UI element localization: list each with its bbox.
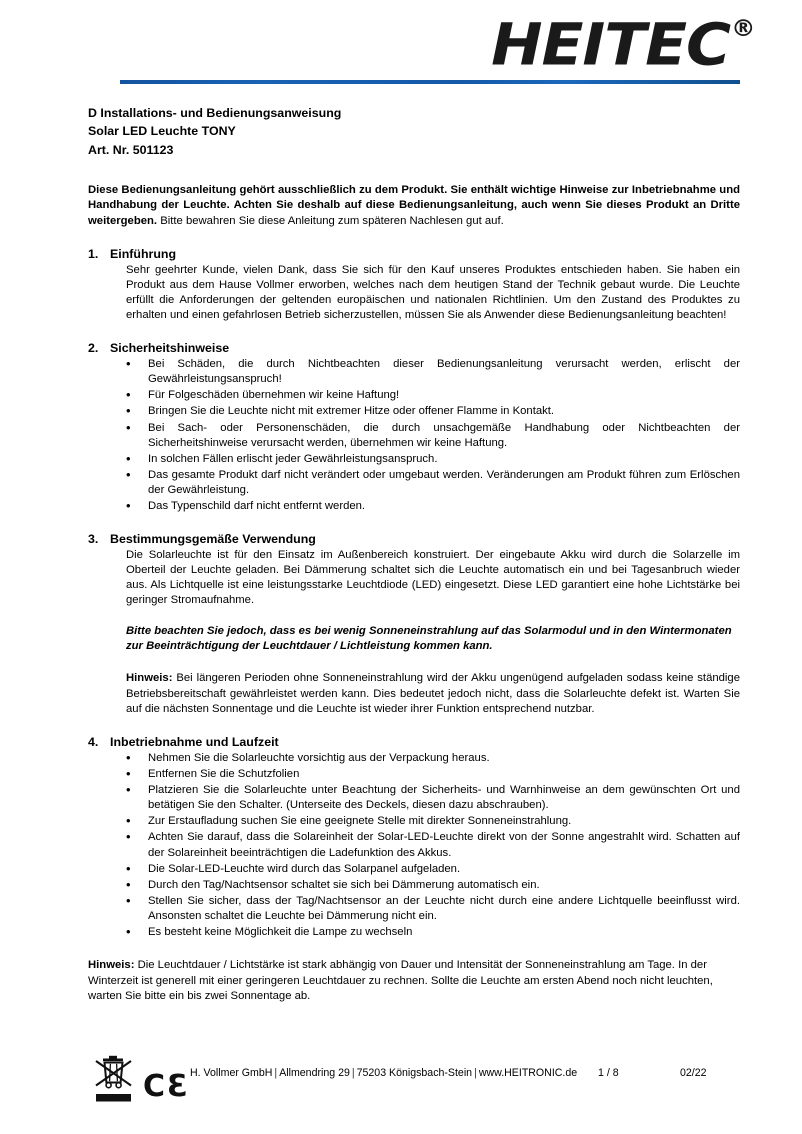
section-number-2: 2. xyxy=(88,341,99,356)
footer-separator-3: | xyxy=(474,1067,477,1079)
section-heading-2 xyxy=(88,340,740,356)
footer-company-info xyxy=(190,1066,577,1080)
section-number-3: 3. xyxy=(88,532,99,547)
list-item: • Durch den Tag/Nachtsensor schaltet sie sich bei Dämmerung automatisch ein. xyxy=(148,878,740,893)
page-header xyxy=(0,0,802,88)
crossed-out-wheelie-bin-icon xyxy=(92,1052,138,1108)
list-item: • Es besteht keine Möglichkeit die Lampe zu wechseln xyxy=(148,925,740,940)
footer-website[interactable]: www.HEITRONIC.de xyxy=(478,1067,578,1079)
footer-date: 02/22 xyxy=(680,1067,707,1079)
section-3-body: Die Solarleuchte ist für den Einsatz im Außenbereich konstruiert. Der eingebaute Akku wird durch die Solarzelle im Oberteil der Leuchte geladen. Bei Dämmerung schaltet sich die Leuchte automatisch ein und bei Tagesanbruch wieder aus. Als Lichtquelle ist eine leistungsstarke Leuchtdiode (LED) eingesetzt. Diese LED garantiert eine hohe Lichtstärke bei geringer Stromaufnahme. xyxy=(126,549,740,607)
header-divider-rule xyxy=(120,80,740,84)
section-heading-1 xyxy=(88,246,740,262)
section-2-bullet-list xyxy=(88,357,740,514)
bottom-hinweis-label: Hinweis: xyxy=(88,959,135,972)
footer-separator-2: | xyxy=(351,1067,355,1079)
logo-wordmark: HEITEC xyxy=(490,10,730,79)
footer-separator-1: | xyxy=(274,1067,278,1079)
section-3-warning-note: Bitte beachten Sie jedoch, dass es bei wenig Sonneneinstrahlung auf das Solarmodul und in den Wintermonaten zur Beeinträchtigung der Leuchtdauer / Lichtleistung kommen kann. xyxy=(126,624,732,652)
registered-trademark-icon: ® xyxy=(730,16,756,42)
section-3-hinweis xyxy=(126,671,740,717)
page-footer xyxy=(0,1050,802,1112)
list-item: • Entfernen Sie die Schutzfolien xyxy=(148,767,740,782)
document-body xyxy=(0,104,802,1005)
section-1-body: Sehr geehrter Kunde, vielen Dank, dass Sie sich für den Kauf unseres Produktes entschieden haben. Sie haben ein Produkt aus dem Hause Vollmer erworben, welches nach dem heutigen Stand der Technik gebaut wurde. Die Leuchte erfüllt die Anforderungen der geltenden europäischen und nationalen Richtlinien. Um den Zustand des Produktes zu erhalten und einen gefahrlosen Betrieb sicherzustellen, müssen Sie als Anwender diese Bedienungsanleitung beachten! xyxy=(126,263,740,322)
footer-address: Allmendring 29 xyxy=(279,1067,350,1079)
list-item: • Nehmen Sie die Solarleuchte vorsichtig aus der Verpackung heraus. xyxy=(148,751,740,766)
list-item: • Bei Schäden, die durch Nichtbeachten dieser Bedienungsanleitung verursacht werden, erlischt der Gewährleistungsanspruch! xyxy=(148,357,740,387)
list-item: • Bei Sach- oder Personenschäden, die durch unsachgemäße Handhabung oder Nichtbeachten der Sicherheitshinweise verursacht werden, übernehmen wir keine Haftung. xyxy=(148,421,740,451)
list-item: • Das Typenschild darf nicht entfernt werden. xyxy=(148,499,740,514)
intro-regular-text: Bitte bewahren Sie diese Anleitung zum späteren Nachlesen gut auf. xyxy=(157,214,504,227)
section-title-3: Bestimmungsgemäße Verwendung xyxy=(110,532,316,547)
section-number-1: 1. xyxy=(88,246,99,261)
intro-paragraph xyxy=(88,183,740,229)
title-line-1: D Installations- und Bedienungsanweisung xyxy=(88,106,342,120)
list-item: • Zur Erstaufladung suchen Sie eine geeignete Stelle mit direkter Sonneneinstrahlung. xyxy=(148,814,740,829)
list-item: • Für Folgeschäden übernehmen wir keine Haftung! xyxy=(148,388,740,403)
bottom-hinweis xyxy=(88,958,740,1005)
list-item: • In solchen Fällen erlischt jeder Gewährleistungsanspruch. xyxy=(148,452,740,467)
section-number-4: 4. xyxy=(88,734,99,749)
section-title-4: Inbetriebnahme und Laufzeit xyxy=(110,734,279,749)
footer-page-number: 1 / 8 xyxy=(598,1067,619,1079)
title-line-2: Solar LED Leuchte TONY xyxy=(88,124,236,139)
hinweis-label: Hinweis: xyxy=(126,672,173,685)
footer-company: H. Vollmer GmbH xyxy=(190,1067,273,1079)
footer-city: 75203 Königsbach-Stein xyxy=(356,1067,473,1079)
ce-mark-icon: CƐ xyxy=(143,1069,190,1104)
hinweis-text: Bei längeren Perioden ohne Sonneneinstrahlung wird der Akku ungenügend aufgeladen sodass keine ständige Betriebsbereitschaft gewährleistet werden kann. Dies bedeutet jedoch nicht, dass die Solarleuchte defekt ist. Warten Sie auf die nächsten Sonnentage und die Leuchte ist wieder ihrer Funktion entsprechend nutzbar. xyxy=(126,672,740,715)
bottom-hinweis-text: Die Leuchtdauer / Lichtstärke ist stark abhängig von Dauer und Intensität der Sonneneinstrahlung am Tage. In der Winterzeit ist generell mit einer geringeren Leuchtdauer zu rechnen. Sollte die Leuchte am ersten Abend noch nicht leuchten, warten Sie bitte ein bis zwei Sonnentage ab. xyxy=(88,959,713,1003)
section-heading-3 xyxy=(88,531,740,547)
section-title-1: Einführung xyxy=(110,246,177,261)
intro-bold-text: Diese Bedienungsanleitung gehört ausschließlich zu dem Produkt. Sie enthält wichtige Hinweise zur Inbetriebnahme und Handhabung der Leuchte. Achten Sie deshalb auf diese Bedienungsanleitung, auch wenn Sie dieses Produkt an Dritte weitergeben. xyxy=(88,184,740,227)
list-item: • Achten Sie darauf, dass die Solareinheit der Solar-LED-Leuchte direkt von der Sonne angestrahlt wird. Schatten auf der Solareinheit beeinträchtigen die Ladefunktion des Akkus. xyxy=(148,830,740,860)
list-item: • Das gesamte Produkt darf nicht verändert oder umgebaut werden. Veränderungen am Produkt führen zum Erlöschen der Gewährleistung. xyxy=(148,468,740,498)
heitec-logo xyxy=(490,6,756,79)
list-item: • Stellen Sie sicher, dass der Tag/Nachtsensor an der Leuchte nicht durch eine andere Lichtquelle beeinflusst wird. Ansonsten schaltet die Leuchte bei Dämmerung nicht ein. xyxy=(148,894,740,924)
list-item: • Platzieren Sie die Solarleuchte unter Beachtung der Sicherheits- und Warnhinweise an dem gewünschten Ort und betätigen Sie den Schalter. (Unterseite des Deckels, diesen dazu abschrauben). xyxy=(148,783,740,813)
section-4-bullet-list xyxy=(88,751,740,940)
list-item: • Bringen Sie die Leuchte nicht mit extremer Hitze oder offener Flamme in Kontakt. xyxy=(148,404,740,419)
document-title xyxy=(88,104,740,159)
title-line-3: Art. Nr. 501123 xyxy=(88,142,174,157)
section-title-2: Sicherheitshinweise xyxy=(110,341,230,356)
list-item: • Die Solar-LED-Leuchte wird durch das Solarpanel aufgeladen. xyxy=(148,862,740,877)
section-heading-4 xyxy=(88,734,740,750)
